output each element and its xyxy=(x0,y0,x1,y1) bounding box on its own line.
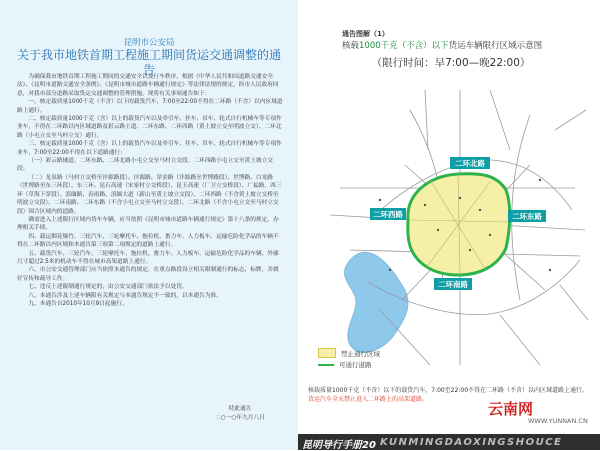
document-title: 关于我市地铁首期工程施工期间货运交通调整的通告 xyxy=(16,48,281,77)
paragraph: 四、载运烟花爆竹、三轮汽车、三轮摩托车、拖拉机、畜力车、人力板车、运输危险化学品的车辆不得在二环路以内区域和本通告第三项第二项规定的道路上通行。 xyxy=(17,233,279,249)
west-label: 二环西路 xyxy=(373,210,403,219)
allowed-swatch xyxy=(318,364,334,366)
document-body xyxy=(17,73,283,308)
map-title xyxy=(342,39,542,51)
footer-url: KUNMINGDAOXINGSHOUCE xyxy=(380,437,563,448)
issuer: 昆明市公安局 xyxy=(123,38,175,48)
time-range: （限行时间：早7:00—晚22:00） xyxy=(371,57,531,69)
forbidden-swatch xyxy=(318,348,336,358)
map-title-pre: 核载 xyxy=(342,41,360,51)
site-logo: 云南网 xyxy=(488,400,534,418)
paragraph: 确需进入上述限行区域内货车车辆，应当按照《昆明市城市道路车辆通行规定》第十八条的规定，办理相关手续。 xyxy=(17,216,279,232)
paragraph: （一）彩云路辅道、二环东路、二环北路小屯立交至马村立交段、二环西路小屯立交至黄土坡立交段； xyxy=(17,158,273,173)
legend-allowed xyxy=(318,360,372,369)
legend-allowed-label: 可通行道路 xyxy=(339,361,372,369)
east-label: 二环东路 xyxy=(512,212,542,221)
paragraph: （二）龙泉路（马村立交桥至沣源路段）、沣源路、穿金路（沣源路至世博路段）、世博路、白龙路（世博路至东三环段）、东三环、昆石高速（宋家村立交桥段）、昆玉高速（厂卫立交桥段）、广福路、西三环（草海下穿段）、滇缅路、春雨路、滇缅大道（新山至黄土坡立交段）、二环西路（不含黄土坡立交桥至明波立交段）、二环南路、二环东路（不含小屯立交至马村立交段）、二环北路（不含小屯立交至马村立交段）围合区域内的道路。 xyxy=(17,174,282,215)
note-warning: 货运汽车全天禁止进入二环路上的高架道路。 xyxy=(308,396,429,403)
notice-panel xyxy=(0,0,298,450)
map-title-post: 货运车辆限行区域示意图 xyxy=(448,41,543,51)
paragraph: 六、市公安交通管理部门应当依照本通告的规定，在重点路段设立相关限制通行的标志、标牌，并做好宣传和疏导工作。 xyxy=(17,267,279,282)
paragraph: 二、核定载质量1000千克（含）以上的载货汽车以及牵引车、挂车、吊车、轮式自行机械车等专项作业车，不得在二环路以内区域道路及彩云路主道、二环东路、二环西路（黄土坡立交至明波立交）、二环北路（小屯立交至马村立交）通行。 xyxy=(17,116,282,139)
restriction-map xyxy=(310,70,592,370)
sign-date: 二○一○年九月八日 xyxy=(215,415,265,421)
paragraph: 七、违反上述限制通行规定的，由公安交通部门依法予以处罚。 xyxy=(28,284,188,291)
site-url: WWW.YUNNAN.CN xyxy=(528,417,588,425)
notice-label: 通告图解（1） xyxy=(342,30,389,38)
paragraph: 三、核定载质量1000千克（含）以上的载货汽车以及牵引车、挂车、吊车、轮式自行机械车等专项作业车，7:00至22:00不得在以下道路通行： xyxy=(17,141,282,156)
map-title-highlight: 1000千克（不含）以下 xyxy=(359,41,449,51)
south-label: 二环南路 xyxy=(438,280,468,289)
paragraph: 为确保我市地铁首期工程施工期间的交通安全以及行车秩序，根据《中华人民共和国道路交通安全法》、《昆明市道路交通安全条例》、《昆明市城市道路车辆通行规定》等法律法规的规定，经市人民政府同意，对我市部分道路采取货运交通调整的管理措施，现将有关事项通告如下： xyxy=(17,74,279,97)
footer-label: 昆明导行手册20 xyxy=(302,440,376,451)
paragraph: 八、本通告涉及上述车辆限有关规定与本通告规定不一致的，以本通告为准。 xyxy=(28,292,222,299)
signature-block xyxy=(200,405,280,423)
paragraph: 一、核定载质量1000千克（不含）以下的载货汽车，7:00至22:00不得在二环路（不含）以内区域道路上通行。 xyxy=(17,99,283,114)
note-text: 核载质量1000千克（不含）以下的载货汽车，7:00至22:00不得在二环路（不含）以内区域道路上通行。 xyxy=(308,387,589,394)
map-note xyxy=(308,386,594,404)
legend-forbidden xyxy=(318,348,380,358)
paragraph: 五、载货汽车、三轮汽车、三轮摩托车、拖拉机、畜力车、人力板车、运输危险化学品的车辆、外廓尺寸超过2.5米的机动车不得在城市高架道路上通行。 xyxy=(17,250,279,265)
north-label: 二环北路 xyxy=(455,159,485,168)
legend-forbidden-label: 禁止通行区域 xyxy=(341,349,380,358)
sign-line: 特此通告 xyxy=(228,406,252,412)
paragraph: 九、本通告自2010年10月9日起施行。 xyxy=(28,300,128,307)
